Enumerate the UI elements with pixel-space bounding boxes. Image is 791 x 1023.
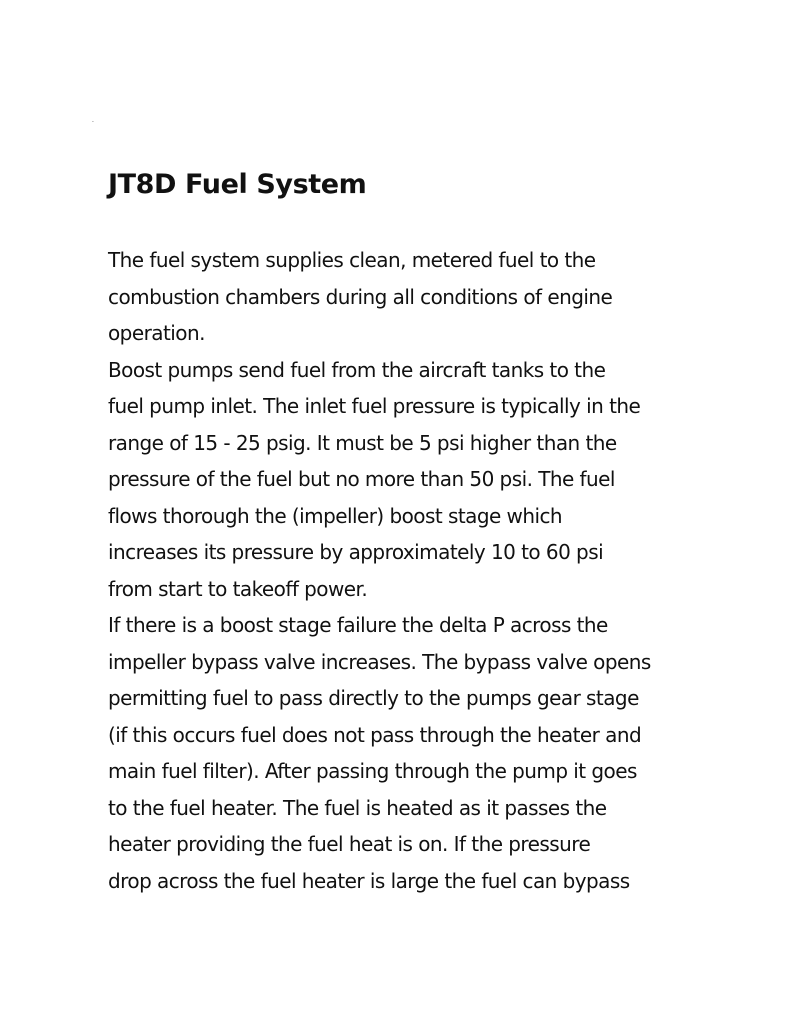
text-line: heater providing the fuel heat is on. If the pressure <box>108 832 591 856</box>
text-line: pressure of the fuel but no more than 50 psi. The fuel <box>108 467 615 491</box>
text-line: range of 15 - 25 psig. It must be 5 psi higher than the <box>108 430 617 455</box>
text-line: (if this occurs fuel does not pass through the heater and <box>108 722 642 747</box>
text-line: permitting fuel to pass directly to the pumps gear stage <box>108 686 639 710</box>
text-line: main fuel filter). After passing through the pump it goes <box>108 759 637 783</box>
text-line: drop across the fuel heater is large the fuel can bypass <box>108 868 630 893</box>
text-line: If there is a boost stage failure the delta P across the <box>108 613 608 637</box>
text-line: flows thorough the (impeller) boost stage which <box>108 503 563 528</box>
text-line: impeller bypass valve increases. The bypass valve opens <box>108 649 651 674</box>
text-line: The fuel system supplies clean, metered fuel to the <box>108 248 596 272</box>
text-line: combustion chambers during all conditions of engine <box>108 284 613 309</box>
text-line: from start to takeoff power. <box>108 576 368 601</box>
text-line: operation. <box>108 321 205 345</box>
text-line: Boost pumps send fuel from the aircraft tanks to the <box>108 357 606 382</box>
document-title: JT8D Fuel System <box>108 169 367 200</box>
body-text <box>108 242 708 899</box>
text-line: to the fuel heater. The fuel is heated as it passes the <box>108 795 607 820</box>
text-line: fuel pump inlet. The inlet fuel pressure is typically in the <box>108 394 641 418</box>
text-line: increases its pressure by approximately 10 to 60 psi <box>108 540 604 564</box>
stray-dot-mark: . <box>92 117 94 124</box>
